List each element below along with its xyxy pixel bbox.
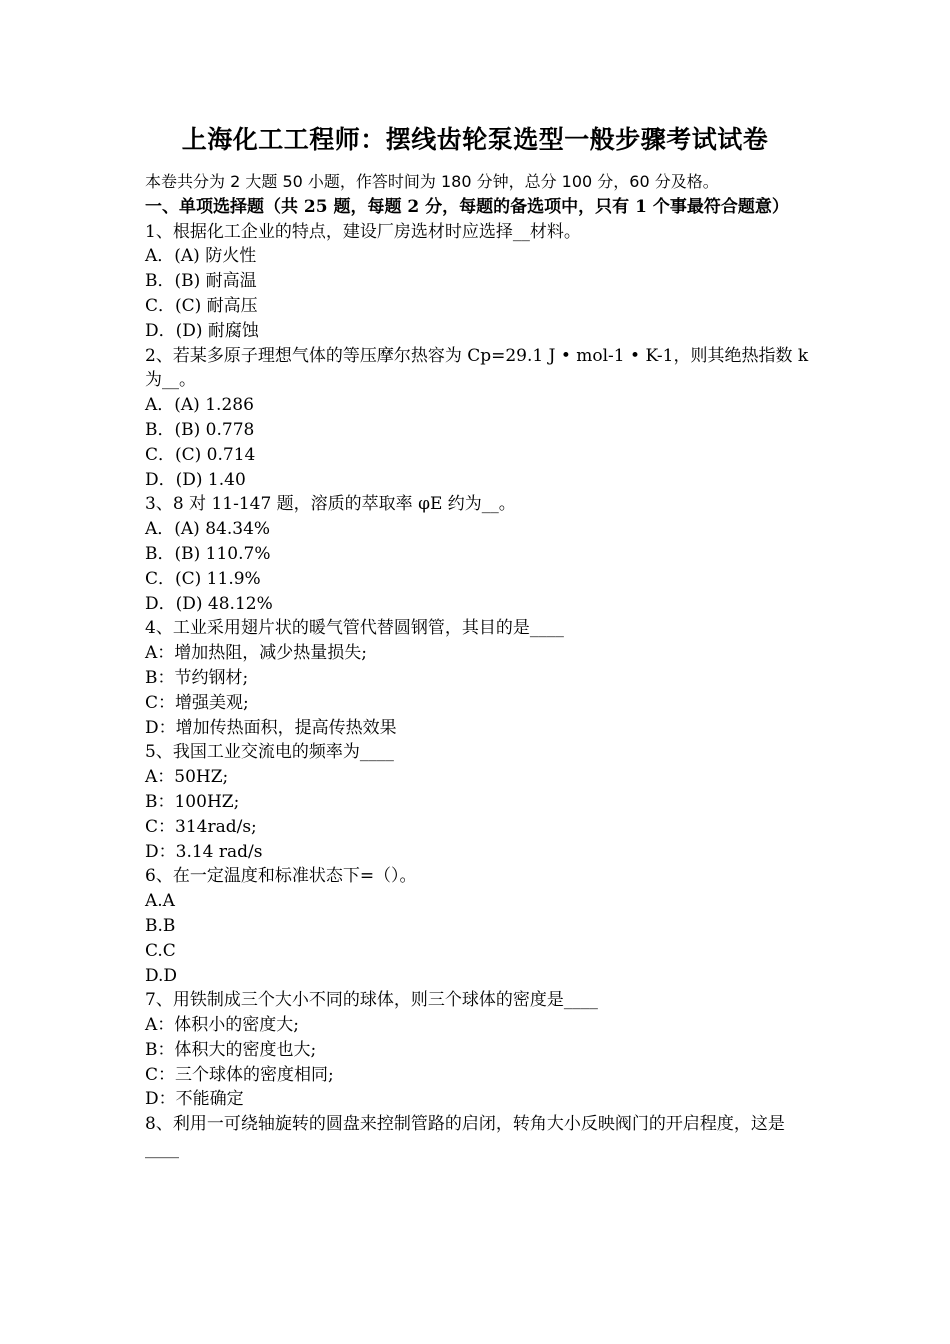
- question-block: [145, 220, 813, 344]
- question-option: B：100HZ;: [145, 791, 240, 812]
- question-option: A：50HZ;: [145, 767, 229, 788]
- question-option: A．(A) 84.34%: [145, 519, 271, 540]
- question-block: [145, 616, 813, 740]
- question-option: C．(C) 11.9%: [145, 568, 261, 589]
- question-option: C.C: [145, 940, 176, 961]
- question-option: B：体积大的密度也大;: [145, 1039, 317, 1060]
- question-stem: 1、根据化工企业的特点，建设厂房选材时应选择__材料。: [145, 221, 581, 242]
- question-option: A．(A) 1.286: [145, 395, 254, 416]
- question-block: [145, 492, 813, 616]
- question-option: A．(A) 防火性: [145, 246, 257, 267]
- question-option: C．(C) 0.714: [145, 444, 256, 465]
- question-option: D：3.14 rad/s: [145, 841, 263, 862]
- question-stem: 3、8 对 11-147 题，溶质的萃取率 φE 约为__。: [145, 494, 516, 515]
- question-option: D：不能确定: [145, 1089, 244, 1110]
- question-option: C．(C) 耐高压: [145, 295, 258, 316]
- question-option: D.D: [145, 965, 178, 986]
- question-option: B：节约钢材;: [145, 667, 249, 688]
- question-option: C：增强美观;: [145, 692, 249, 713]
- question-stem: 8、利用一可绕轴旋转的圆盘来控制管路的启闭，转角大小反映阀门的开启程度，这是____: [145, 1114, 785, 1160]
- question-stem: 4、工业采用翅片状的暖气管代替圆钢管，其目的是____: [145, 618, 564, 639]
- question-option: D．(D) 耐腐蚀: [145, 320, 259, 341]
- exam-content: [145, 170, 813, 1162]
- question-option: B.B: [145, 915, 176, 936]
- question-block: [145, 988, 813, 1112]
- question-stem: 7、用铁制成三个大小不同的球体，则三个球体的密度是____: [145, 990, 598, 1011]
- page-title: 上海化工工程师：摆线齿轮泵选型一般步骤考试试卷: [181, 125, 769, 154]
- question-option: B．(B) 0.778: [145, 419, 255, 440]
- question-option: B．(B) 耐高温: [145, 271, 257, 292]
- question-option: A.A: [145, 891, 175, 912]
- question-option: C：三个球体的密度相同;: [145, 1064, 334, 1085]
- question-block: [145, 864, 813, 988]
- question-block: [145, 1112, 813, 1162]
- question-option: B．(B) 110.7%: [145, 543, 271, 564]
- question-option: A：增加热阻，减少热量损失;: [145, 643, 368, 664]
- question-option: D：增加传热面积，提高传热效果: [145, 717, 397, 738]
- question-stem: 2、若某多原子理想气体的等压摩尔热容为 Cp=29.1 J • mol-1 • K-1，则其绝热指数 k 为__。: [145, 345, 809, 391]
- question-block: [145, 740, 813, 864]
- question-option: D．(D) 48.12%: [145, 593, 273, 614]
- question-option: D．(D) 1.40: [145, 469, 246, 490]
- question-block: [145, 344, 813, 493]
- question-option: C：314rad/s;: [145, 816, 257, 837]
- question-stem: 6、在一定温度和标准状态下=（）。: [145, 866, 417, 887]
- question-stem: 5、我国工业交流电的频率为____: [145, 742, 394, 763]
- section-heading: 一、单项选择题（共 25 题，每题 2 分，每题的备选项中，只有 1 个事最符合题意）: [145, 196, 789, 217]
- question-option: A：体积小的密度大;: [145, 1015, 300, 1036]
- exam-intro: 本卷共分为 2 大题 50 小题，作答时间为 180 分钟，总分 100 分，60 分及格。: [145, 172, 719, 191]
